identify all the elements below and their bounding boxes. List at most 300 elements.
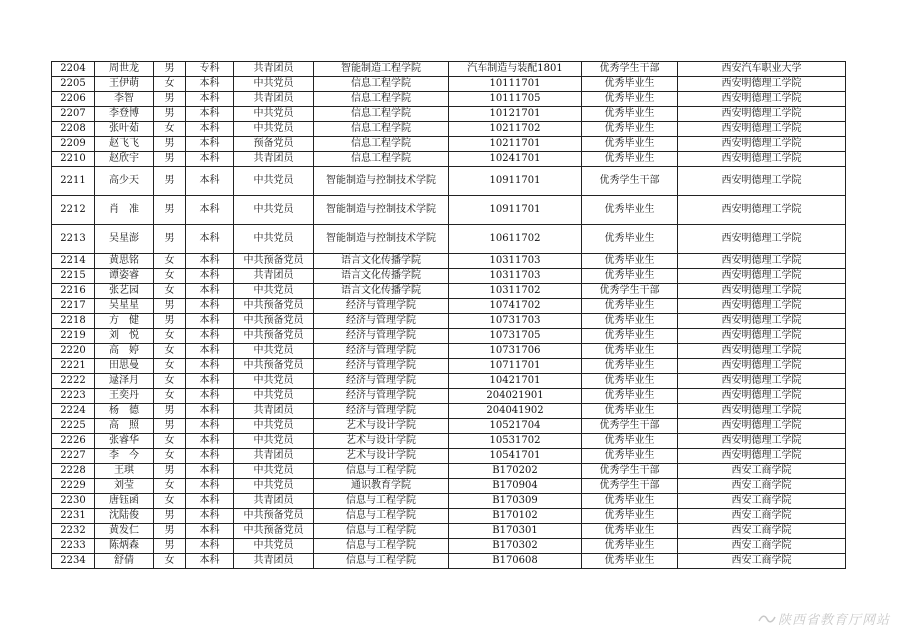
political-status-cell: 中共党员: [234, 344, 314, 359]
college-cell: 智能制造与控制技术学院: [314, 167, 449, 196]
college-cell: 信息与工程学院: [314, 509, 449, 524]
row-id-cell: 2220: [52, 344, 95, 359]
student-name-cell: 唐钰函: [95, 494, 154, 509]
row-id-cell: 2215: [52, 269, 95, 284]
row-id-cell: 2221: [52, 359, 95, 374]
row-id-cell: 2219: [52, 329, 95, 344]
gender-cell: 男: [154, 167, 186, 196]
class-code-cell: 10111705: [449, 92, 582, 107]
school-cell: 西安工商学院: [678, 524, 846, 539]
table-row: [52, 225, 846, 254]
table-row: [52, 196, 846, 225]
school-cell: 西安明德理工学院: [678, 419, 846, 434]
student-name-cell: 逯泽月: [95, 374, 154, 389]
school-cell: 西安明德理工学院: [678, 449, 846, 464]
degree-level-cell: 本科: [186, 152, 234, 167]
political-status-cell: 中共预备党员: [234, 524, 314, 539]
political-status-cell: 中共党员: [234, 77, 314, 92]
student-name-cell: 吴星星: [95, 299, 154, 314]
table-row: [52, 434, 846, 449]
political-status-cell: 中共党员: [234, 167, 314, 196]
degree-level-cell: 本科: [186, 329, 234, 344]
school-cell: 西安工商学院: [678, 539, 846, 554]
row-id-cell: 2223: [52, 389, 95, 404]
row-id-cell: 2205: [52, 77, 95, 92]
award-type-cell: 优秀学生干部: [582, 419, 678, 434]
college-cell: 经济与管理学院: [314, 404, 449, 419]
student-name-cell: 方 健: [95, 314, 154, 329]
class-code-cell: 10111701: [449, 77, 582, 92]
college-cell: 信息与工程学院: [314, 539, 449, 554]
student-name-cell: 陈炳森: [95, 539, 154, 554]
row-id-cell: 2226: [52, 434, 95, 449]
degree-level-cell: 本科: [186, 137, 234, 152]
political-status-cell: 中共预备党员: [234, 314, 314, 329]
wave-logo-icon: [758, 613, 776, 625]
row-id-cell: 2224: [52, 404, 95, 419]
political-status-cell: 中共党员: [234, 284, 314, 299]
student-name-cell: 杨 德: [95, 404, 154, 419]
row-id-cell: 2233: [52, 539, 95, 554]
political-status-cell: 中共党员: [234, 464, 314, 479]
degree-level-cell: 本科: [186, 374, 234, 389]
award-type-cell: 优秀学生干部: [582, 284, 678, 299]
row-id-cell: 2230: [52, 494, 95, 509]
table-row: [52, 152, 846, 167]
school-cell: 西安明德理工学院: [678, 92, 846, 107]
political-status-cell: 共青团员: [234, 92, 314, 107]
degree-level-cell: 本科: [186, 359, 234, 374]
row-id-cell: 2208: [52, 122, 95, 137]
award-type-cell: 优秀毕业生: [582, 539, 678, 554]
award-type-cell: 优秀学生干部: [582, 62, 678, 77]
school-cell: 西安明德理工学院: [678, 152, 846, 167]
table-row: [52, 254, 846, 269]
college-cell: 经济与管理学院: [314, 299, 449, 314]
award-type-cell: 优秀毕业生: [582, 554, 678, 569]
gender-cell: 男: [154, 92, 186, 107]
site-watermark: [758, 609, 890, 628]
class-code-cell: 10521704: [449, 419, 582, 434]
table-row: [52, 509, 846, 524]
gender-cell: 女: [154, 494, 186, 509]
student-name-cell: 张睿华: [95, 434, 154, 449]
award-type-cell: 优秀学生干部: [582, 479, 678, 494]
row-id-cell: 2228: [52, 464, 95, 479]
political-status-cell: 中共预备党员: [234, 509, 314, 524]
degree-level-cell: 本科: [186, 92, 234, 107]
college-cell: 经济与管理学院: [314, 344, 449, 359]
school-cell: 西安明德理工学院: [678, 269, 846, 284]
gender-cell: 男: [154, 539, 186, 554]
row-id-cell: 2232: [52, 524, 95, 539]
college-cell: 智能制造工程学院: [314, 62, 449, 77]
political-status-cell: 中共党员: [234, 225, 314, 254]
political-status-cell: 中共党员: [234, 419, 314, 434]
gender-cell: 女: [154, 359, 186, 374]
award-type-cell: 优秀毕业生: [582, 299, 678, 314]
degree-level-cell: 本科: [186, 107, 234, 122]
college-cell: 艺术与设计学院: [314, 419, 449, 434]
degree-level-cell: 本科: [186, 122, 234, 137]
gender-cell: 男: [154, 152, 186, 167]
row-id-cell: 2214: [52, 254, 95, 269]
college-cell: 智能制造与控制技术学院: [314, 196, 449, 225]
award-roster-table: [51, 61, 846, 569]
gender-cell: 男: [154, 524, 186, 539]
school-cell: 西安明德理工学院: [678, 374, 846, 389]
row-id-cell: 2210: [52, 152, 95, 167]
college-cell: 经济与管理学院: [314, 389, 449, 404]
school-cell: 西安明德理工学院: [678, 404, 846, 419]
school-cell: 西安明德理工学院: [678, 284, 846, 299]
award-type-cell: 优秀毕业生: [582, 494, 678, 509]
degree-level-cell: 本科: [186, 449, 234, 464]
student-name-cell: 李登博: [95, 107, 154, 122]
class-code-cell: 10911701: [449, 196, 582, 225]
award-type-cell: 优秀毕业生: [582, 344, 678, 359]
college-cell: 经济与管理学院: [314, 314, 449, 329]
college-cell: 信息与工程学院: [314, 494, 449, 509]
school-cell: 西安明德理工学院: [678, 225, 846, 254]
college-cell: 信息与工程学院: [314, 524, 449, 539]
gender-cell: 男: [154, 137, 186, 152]
gender-cell: 女: [154, 554, 186, 569]
school-cell: 西安明德理工学院: [678, 434, 846, 449]
gender-cell: 男: [154, 314, 186, 329]
student-name-cell: 吴星澎: [95, 225, 154, 254]
political-status-cell: 共青团员: [234, 269, 314, 284]
award-type-cell: 优秀毕业生: [582, 225, 678, 254]
gender-cell: 女: [154, 284, 186, 299]
college-cell: 语言文化传播学院: [314, 269, 449, 284]
class-code-cell: 10731703: [449, 314, 582, 329]
political-status-cell: 中共党员: [234, 122, 314, 137]
table-row: [52, 62, 846, 77]
college-cell: 语言文化传播学院: [314, 284, 449, 299]
gender-cell: 男: [154, 62, 186, 77]
class-code-cell: 10731706: [449, 344, 582, 359]
degree-level-cell: 本科: [186, 314, 234, 329]
political-status-cell: 中共党员: [234, 389, 314, 404]
student-name-cell: 张艺园: [95, 284, 154, 299]
degree-level-cell: 本科: [186, 254, 234, 269]
political-status-cell: 预备党员: [234, 137, 314, 152]
table-row: [52, 494, 846, 509]
gender-cell: 男: [154, 419, 186, 434]
class-code-cell: 10611702: [449, 225, 582, 254]
student-name-cell: 高 照: [95, 419, 154, 434]
college-cell: 通识教育学院: [314, 479, 449, 494]
student-name-cell: 沈陆俊: [95, 509, 154, 524]
college-cell: 信息工程学院: [314, 152, 449, 167]
student-name-cell: 刘 悦: [95, 329, 154, 344]
class-code-cell: 204041902: [449, 404, 582, 419]
row-id-cell: 2217: [52, 299, 95, 314]
degree-level-cell: 本科: [186, 554, 234, 569]
political-status-cell: 共青团员: [234, 449, 314, 464]
table-row: [52, 314, 846, 329]
student-name-cell: 高少天: [95, 167, 154, 196]
school-cell: 西安明德理工学院: [678, 389, 846, 404]
row-id-cell: 2225: [52, 419, 95, 434]
degree-level-cell: 本科: [186, 269, 234, 284]
class-code-cell: 10531702: [449, 434, 582, 449]
school-cell: 西安工商学院: [678, 479, 846, 494]
gender-cell: 男: [154, 196, 186, 225]
student-name-cell: 黄思铭: [95, 254, 154, 269]
row-id-cell: 2207: [52, 107, 95, 122]
award-type-cell: 优秀毕业生: [582, 196, 678, 225]
table-row: [52, 137, 846, 152]
table-row: [52, 329, 846, 344]
award-type-cell: 优秀毕业生: [582, 329, 678, 344]
row-id-cell: 2231: [52, 509, 95, 524]
degree-level-cell: 本科: [186, 509, 234, 524]
class-code-cell: 10311702: [449, 284, 582, 299]
table-row: [52, 419, 846, 434]
award-type-cell: 优秀毕业生: [582, 254, 678, 269]
award-type-cell: 优秀毕业生: [582, 449, 678, 464]
table-row: [52, 269, 846, 284]
watermark-text: 陕西省教育厅网站: [777, 613, 890, 628]
class-code-cell: 10711701: [449, 359, 582, 374]
award-type-cell: 优秀学生干部: [582, 464, 678, 479]
school-cell: 西安明德理工学院: [678, 122, 846, 137]
row-id-cell: 2204: [52, 62, 95, 77]
class-code-cell: 10541701: [449, 449, 582, 464]
class-code-cell: 10311703: [449, 254, 582, 269]
gender-cell: 女: [154, 254, 186, 269]
degree-level-cell: 本科: [186, 524, 234, 539]
college-cell: 信息工程学院: [314, 92, 449, 107]
award-type-cell: 优秀毕业生: [582, 137, 678, 152]
class-code-cell: 10911701: [449, 167, 582, 196]
row-id-cell: 2212: [52, 196, 95, 225]
political-status-cell: 共青团员: [234, 62, 314, 77]
row-id-cell: 2209: [52, 137, 95, 152]
table-row: [52, 404, 846, 419]
college-cell: 信息与工程学院: [314, 464, 449, 479]
class-code-cell: B170904: [449, 479, 582, 494]
student-name-cell: 李 今: [95, 449, 154, 464]
college-cell: 信息工程学院: [314, 107, 449, 122]
award-type-cell: 优秀学生干部: [582, 167, 678, 196]
class-code-cell: B170102: [449, 509, 582, 524]
table-row: [52, 284, 846, 299]
degree-level-cell: 本科: [186, 167, 234, 196]
table-row: [52, 299, 846, 314]
degree-level-cell: 本科: [186, 464, 234, 479]
table-row: [52, 524, 846, 539]
political-status-cell: 中共预备党员: [234, 359, 314, 374]
school-cell: 西安明德理工学院: [678, 329, 846, 344]
political-status-cell: 中共党员: [234, 434, 314, 449]
roster-body: [52, 62, 846, 569]
award-type-cell: 优秀毕业生: [582, 314, 678, 329]
award-type-cell: 优秀毕业生: [582, 92, 678, 107]
award-type-cell: 优秀毕业生: [582, 524, 678, 539]
student-name-cell: 赵欣宇: [95, 152, 154, 167]
row-id-cell: 2234: [52, 554, 95, 569]
table-row: [52, 107, 846, 122]
degree-level-cell: 本科: [186, 434, 234, 449]
degree-level-cell: 本科: [186, 479, 234, 494]
gender-cell: 男: [154, 225, 186, 254]
student-name-cell: 周世龙: [95, 62, 154, 77]
table-row: [52, 389, 846, 404]
political-status-cell: 中共党员: [234, 539, 314, 554]
row-id-cell: 2227: [52, 449, 95, 464]
table-row: [52, 92, 846, 107]
college-cell: 信息与工程学院: [314, 554, 449, 569]
student-name-cell: 王奕丹: [95, 389, 154, 404]
student-name-cell: 刘莹: [95, 479, 154, 494]
degree-level-cell: 本科: [186, 494, 234, 509]
school-cell: 西安工商学院: [678, 554, 846, 569]
student-name-cell: 黄发仁: [95, 524, 154, 539]
political-status-cell: 中共党员: [234, 374, 314, 389]
gender-cell: 女: [154, 479, 186, 494]
class-code-cell: 204021901: [449, 389, 582, 404]
school-cell: 西安汽车职业大学: [678, 62, 846, 77]
political-status-cell: 中共党员: [234, 479, 314, 494]
award-type-cell: 优秀毕业生: [582, 404, 678, 419]
class-code-cell: B170608: [449, 554, 582, 569]
table-row: [52, 479, 846, 494]
college-cell: 经济与管理学院: [314, 359, 449, 374]
gender-cell: 女: [154, 449, 186, 464]
school-cell: 西安工商学院: [678, 509, 846, 524]
school-cell: 西安明德理工学院: [678, 167, 846, 196]
class-code-cell: 10211701: [449, 137, 582, 152]
school-cell: 西安明德理工学院: [678, 344, 846, 359]
school-cell: 西安明德理工学院: [678, 359, 846, 374]
degree-level-cell: 本科: [186, 344, 234, 359]
class-code-cell: B170302: [449, 539, 582, 554]
gender-cell: 男: [154, 107, 186, 122]
political-status-cell: 共青团员: [234, 554, 314, 569]
political-status-cell: 中共预备党员: [234, 329, 314, 344]
gender-cell: 女: [154, 329, 186, 344]
school-cell: 西安明德理工学院: [678, 314, 846, 329]
table-row: [52, 464, 846, 479]
award-type-cell: 优秀毕业生: [582, 434, 678, 449]
row-id-cell: 2222: [52, 374, 95, 389]
award-type-cell: 优秀毕业生: [582, 152, 678, 167]
table-row: [52, 449, 846, 464]
table-row: [52, 344, 846, 359]
award-type-cell: 优秀毕业生: [582, 77, 678, 92]
table-row: [52, 359, 846, 374]
college-cell: 语言文化传播学院: [314, 254, 449, 269]
student-name-cell: 王琪: [95, 464, 154, 479]
class-code-cell: B170309: [449, 494, 582, 509]
row-id-cell: 2218: [52, 314, 95, 329]
degree-level-cell: 本科: [186, 225, 234, 254]
table-row: [52, 167, 846, 196]
political-status-cell: 共青团员: [234, 404, 314, 419]
class-code-cell: 10311703: [449, 269, 582, 284]
gender-cell: 女: [154, 77, 186, 92]
college-cell: 信息工程学院: [314, 122, 449, 137]
class-code-cell: 10731705: [449, 329, 582, 344]
class-code-cell: 汽车制造与装配1801: [449, 62, 582, 77]
award-type-cell: 优秀毕业生: [582, 389, 678, 404]
table-row: [52, 554, 846, 569]
table-row: [52, 122, 846, 137]
gender-cell: 女: [154, 344, 186, 359]
class-code-cell: B170202: [449, 464, 582, 479]
college-cell: 智能制造与控制技术学院: [314, 225, 449, 254]
student-name-cell: 肖 准: [95, 196, 154, 225]
row-id-cell: 2216: [52, 284, 95, 299]
class-code-cell: 10421701: [449, 374, 582, 389]
student-name-cell: 赵飞飞: [95, 137, 154, 152]
degree-level-cell: 本科: [186, 419, 234, 434]
row-id-cell: 2213: [52, 225, 95, 254]
gender-cell: 男: [154, 299, 186, 314]
class-code-cell: 10211702: [449, 122, 582, 137]
gender-cell: 女: [154, 122, 186, 137]
class-code-cell: B170301: [449, 524, 582, 539]
political-status-cell: 共青团员: [234, 152, 314, 167]
award-type-cell: 优秀毕业生: [582, 359, 678, 374]
gender-cell: 女: [154, 269, 186, 284]
school-cell: 西安工商学院: [678, 464, 846, 479]
school-cell: 西安明德理工学院: [678, 196, 846, 225]
degree-level-cell: 本科: [186, 299, 234, 314]
table-row: [52, 539, 846, 554]
student-name-cell: 高 婷: [95, 344, 154, 359]
class-code-cell: 10241701: [449, 152, 582, 167]
award-type-cell: 优秀毕业生: [582, 107, 678, 122]
gender-cell: 男: [154, 464, 186, 479]
college-cell: 艺术与设计学院: [314, 434, 449, 449]
gender-cell: 女: [154, 374, 186, 389]
gender-cell: 男: [154, 509, 186, 524]
gender-cell: 女: [154, 434, 186, 449]
row-id-cell: 2229: [52, 479, 95, 494]
student-name-cell: 王伊萌: [95, 77, 154, 92]
student-name-cell: 舒倩: [95, 554, 154, 569]
gender-cell: 男: [154, 404, 186, 419]
school-cell: 西安明德理工学院: [678, 254, 846, 269]
student-name-cell: 李智: [95, 92, 154, 107]
student-name-cell: 田思曼: [95, 359, 154, 374]
degree-level-cell: 专科: [186, 62, 234, 77]
class-code-cell: 10741702: [449, 299, 582, 314]
degree-level-cell: 本科: [186, 196, 234, 225]
college-cell: 信息工程学院: [314, 77, 449, 92]
school-cell: 西安明德理工学院: [678, 77, 846, 92]
political-status-cell: 中共预备党员: [234, 254, 314, 269]
college-cell: 信息工程学院: [314, 137, 449, 152]
award-type-cell: 优秀毕业生: [582, 509, 678, 524]
college-cell: 经济与管理学院: [314, 329, 449, 344]
college-cell: 艺术与设计学院: [314, 449, 449, 464]
degree-level-cell: 本科: [186, 404, 234, 419]
row-id-cell: 2206: [52, 92, 95, 107]
school-cell: 西安明德理工学院: [678, 107, 846, 122]
degree-level-cell: 本科: [186, 77, 234, 92]
class-code-cell: 10121701: [449, 107, 582, 122]
row-id-cell: 2211: [52, 167, 95, 196]
table-row: [52, 374, 846, 389]
degree-level-cell: 本科: [186, 284, 234, 299]
college-cell: 经济与管理学院: [314, 374, 449, 389]
table-row: [52, 77, 846, 92]
